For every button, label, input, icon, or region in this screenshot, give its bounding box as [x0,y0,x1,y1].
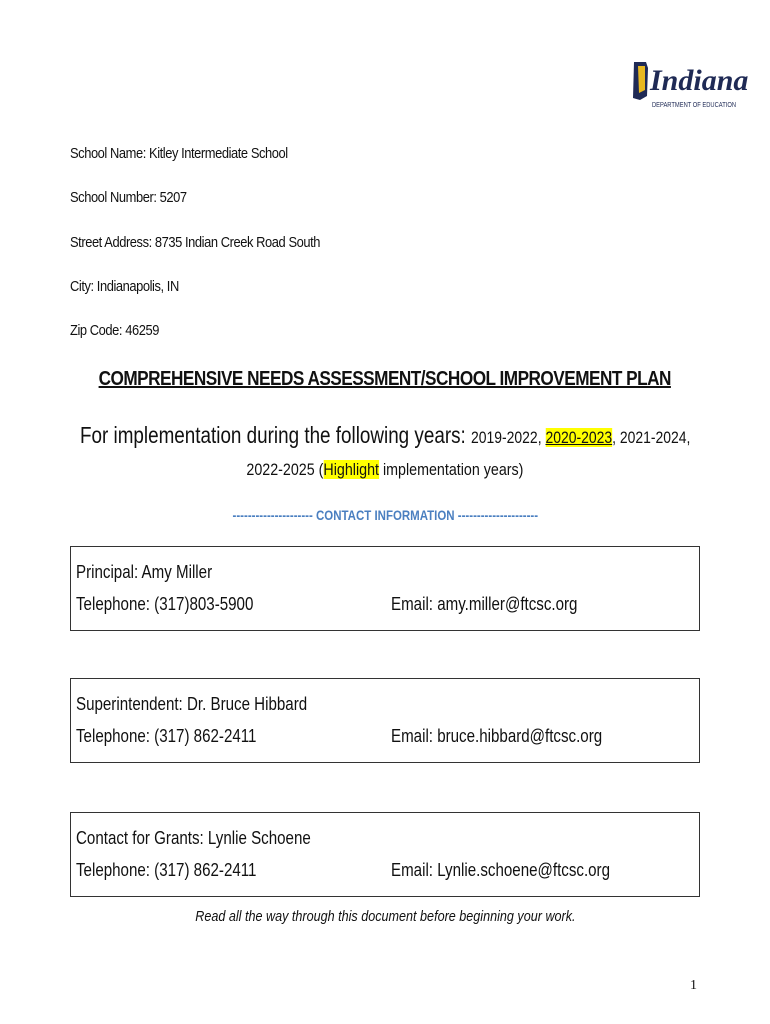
contact-information-header [0,507,770,523]
implementation-lead: For implementation during the following years: [79,422,471,448]
street-address: Street Address: 8735 Indian Creek Road South [70,234,321,251]
year-2019-2022: 2019-2022 [470,428,538,447]
document-title-text: COMPREHENSIVE NEEDS ASSESSMENT/SCHOOL IMPROVEMENT PLAN [98,368,672,390]
principal-name: Principal: Amy Miller [76,562,213,582]
contact-information-header-text: --------------------- CONTACT INFORMATION --------------------- [232,507,538,523]
year-separator: , [537,428,546,447]
superintendent-email: Email: bruce.hibbard@ftcsc.org [391,726,603,746]
instruction-note [0,908,770,925]
zip-code: Zip Code: 46259 [70,322,159,339]
school-name: School Name: Kitley Intermediate School [70,145,288,162]
logo-subtitle: DEPARTMENT OF EDUCATION [652,100,736,109]
implementation-years-line-1 [0,422,770,449]
year-separator: , [611,428,620,447]
superintendent-contact-box [70,678,700,763]
implementation-years-line-2 [0,460,770,480]
document-title [0,368,770,391]
principal-phone: Telephone: (317)803-5900 [76,594,254,614]
highlight-word: Highlight [323,460,380,479]
principal-email: Email: amy.miller@ftcsc.org [391,594,578,614]
grants-contact-name: Contact for Grants: Lynlie Schoene [76,828,311,848]
superintendent-phone: Telephone: (317) 862-2411 [76,726,257,746]
implementation-tail: implementation years) [379,460,524,479]
page-number: 1 [690,978,697,993]
indiana-doe-logo [630,60,749,112]
grants-contact-email: Email: Lynlie.schoene@ftcsc.org [391,860,611,880]
year-2021-2024: 2021-2024, [619,428,691,447]
logo-wordmark: Indiana [650,64,749,97]
grants-contact-phone: Telephone: (317) 862-2411 [76,860,257,880]
year-2022-2025: 2022-2025 [246,460,315,479]
grants-contact-box [70,812,700,897]
school-number: School Number: 5207 [70,189,187,206]
indiana-state-map-icon [630,60,749,112]
paren-open: ( [314,460,324,479]
superintendent-name: Superintendent: Dr. Bruce Hibbard [76,694,308,714]
principal-contact-box [70,546,700,631]
year-2020-2023-highlighted: 2020-2023 [545,428,612,447]
city: City: Indianapolis, IN [70,278,179,295]
instruction-note-text: Read all the way through this document before beginning your work. [194,908,576,925]
